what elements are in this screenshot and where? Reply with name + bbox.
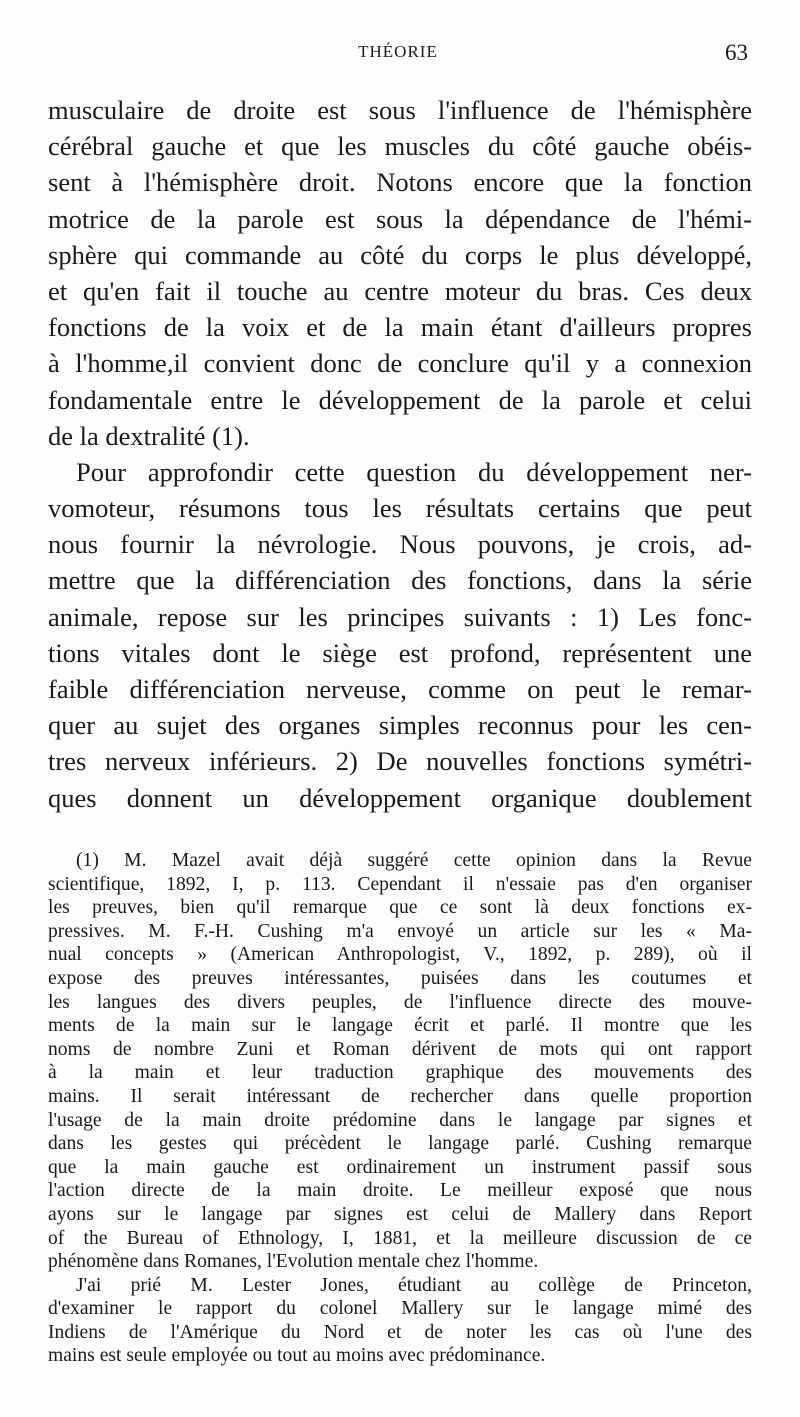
footnote-line: mains est seule employée ou tout au moins avec prédominance. bbox=[48, 1345, 546, 1367]
text-line: mettre que la différenciation des fonctions, dans la série bbox=[48, 565, 752, 596]
text-line: tres nerveux inférieurs. 2) De nouvelles fonctions symétri- bbox=[48, 746, 752, 777]
running-title: THÉORIE bbox=[358, 42, 438, 61]
text-line: cérébral gauche et que les muscles du côté gauche obéis- bbox=[48, 131, 752, 162]
footnote-line: d'examiner le rapport du colonel Mallery sur le langage mimé des bbox=[48, 1298, 752, 1320]
text-line: Pour approfondir cette question du développement ner- bbox=[76, 456, 752, 487]
footnote-line: of the Bureau of Ethnology, I, 1881, et la meilleure discussion de ce bbox=[48, 1227, 752, 1249]
text-line: tions vitales dont le siège est profond, représentent une bbox=[48, 637, 752, 668]
text-line: nous fournir la névrologie. Nous pouvons, je crois, ad- bbox=[48, 529, 752, 560]
text-line: animale, repose sur les principes suivants : 1) Les fonc- bbox=[48, 601, 752, 632]
footnote-line: les langues des divers peuples, de l'influence directe des mouve- bbox=[48, 991, 752, 1013]
text-line: musculaire de droite est sous l'influence de l'hémisphère bbox=[48, 95, 752, 125]
text-line: ques donnent un développement organique doublement bbox=[48, 782, 752, 813]
footnote-line: l'action directe de la main droite. Le meilleur exposé que nous bbox=[48, 1180, 752, 1202]
page-header bbox=[48, 40, 748, 70]
footnote-line: mains. Il serait intéressant de rechercher dans quelle proportion bbox=[48, 1085, 752, 1107]
footnote-line: J'ai prié M. Lester Jones, étudiant au collège de Princeton, bbox=[76, 1274, 752, 1296]
footnote-line: dans les gestes qui précèdent le langage parlé. Cushing remarque bbox=[48, 1133, 752, 1155]
footnote bbox=[48, 849, 752, 1368]
text-line: fonctions de la voix et de la main étant d'ailleurs propres bbox=[48, 312, 752, 343]
footnote-line: noms de nombre Zuni et Roman dérivent de mots qui ont rapport bbox=[48, 1038, 752, 1060]
footnote-line: pressives. M. F.-H. Cushing m'a envoyé un article sur les « Ma- bbox=[48, 920, 752, 942]
text-line: fondamentale entre le développement de la parole et celui bbox=[48, 384, 752, 415]
text-line: motrice de la parole est sous la dépendance de l'hémi- bbox=[48, 203, 752, 234]
text-line: sent à l'hémisphère droit. Notons encore que la fonction bbox=[48, 167, 752, 198]
text-line: quer au sujet des organes simples reconnus pour les cen- bbox=[48, 710, 752, 741]
footnote-line: expose des preuves intéressantes, puisées dans les coutumes et bbox=[48, 967, 752, 989]
footnote-line: les preuves, bien qu'il remarque que ce sont là deux fonctions ex- bbox=[48, 897, 752, 919]
footnote-line: phénomène dans Romanes, l'Evolution mentale chez l'homme. bbox=[48, 1251, 539, 1273]
text-line: sphère qui commande au côté du corps le plus développé, bbox=[48, 239, 752, 270]
text-line: vomoteur, résumons tous les résultats certains que peut bbox=[48, 493, 752, 524]
footnote-line: l'usage de la main droite prédomine dans le langage par signes et bbox=[48, 1109, 752, 1131]
text-line: faible différenciation nerveuse, comme on peut le remar- bbox=[48, 674, 752, 704]
text-line: à l'homme,il convient donc de conclure qu'il y a connexion bbox=[48, 348, 752, 379]
footnote-line: (1) M. Mazel avait déjà suggéré cette opinion dans la Revue bbox=[76, 850, 752, 871]
footnote-line: scientifique, 1892, I, p. 113. Cependant il n'essaie pas d'en organiser bbox=[48, 873, 752, 895]
footnote-line: ments de la main sur le langage écrit et parlé. Il montre que les bbox=[48, 1015, 752, 1037]
page-number: 63 bbox=[725, 40, 748, 65]
main-text bbox=[48, 92, 752, 816]
text-line: et qu'en fait il touche au centre moteur du bras. Ces deux bbox=[48, 275, 752, 306]
footnote-line: ayons sur le langage par signes est celui de Mallery dans Report bbox=[48, 1203, 752, 1225]
footnote-line: Indiens de l'Amérique du Nord et de noter les cas où l'une des bbox=[48, 1321, 752, 1343]
footnote-line: nual concepts » (American Anthropologist, V., 1892, p. 289), où il bbox=[48, 944, 752, 966]
footnote-line: que la main gauche est ordinairement un instrument passif sous bbox=[48, 1156, 752, 1178]
text-line: de la dextralité (1). bbox=[48, 420, 250, 451]
footnote-line: à la main et leur traduction graphique des mouvements des bbox=[48, 1062, 752, 1084]
